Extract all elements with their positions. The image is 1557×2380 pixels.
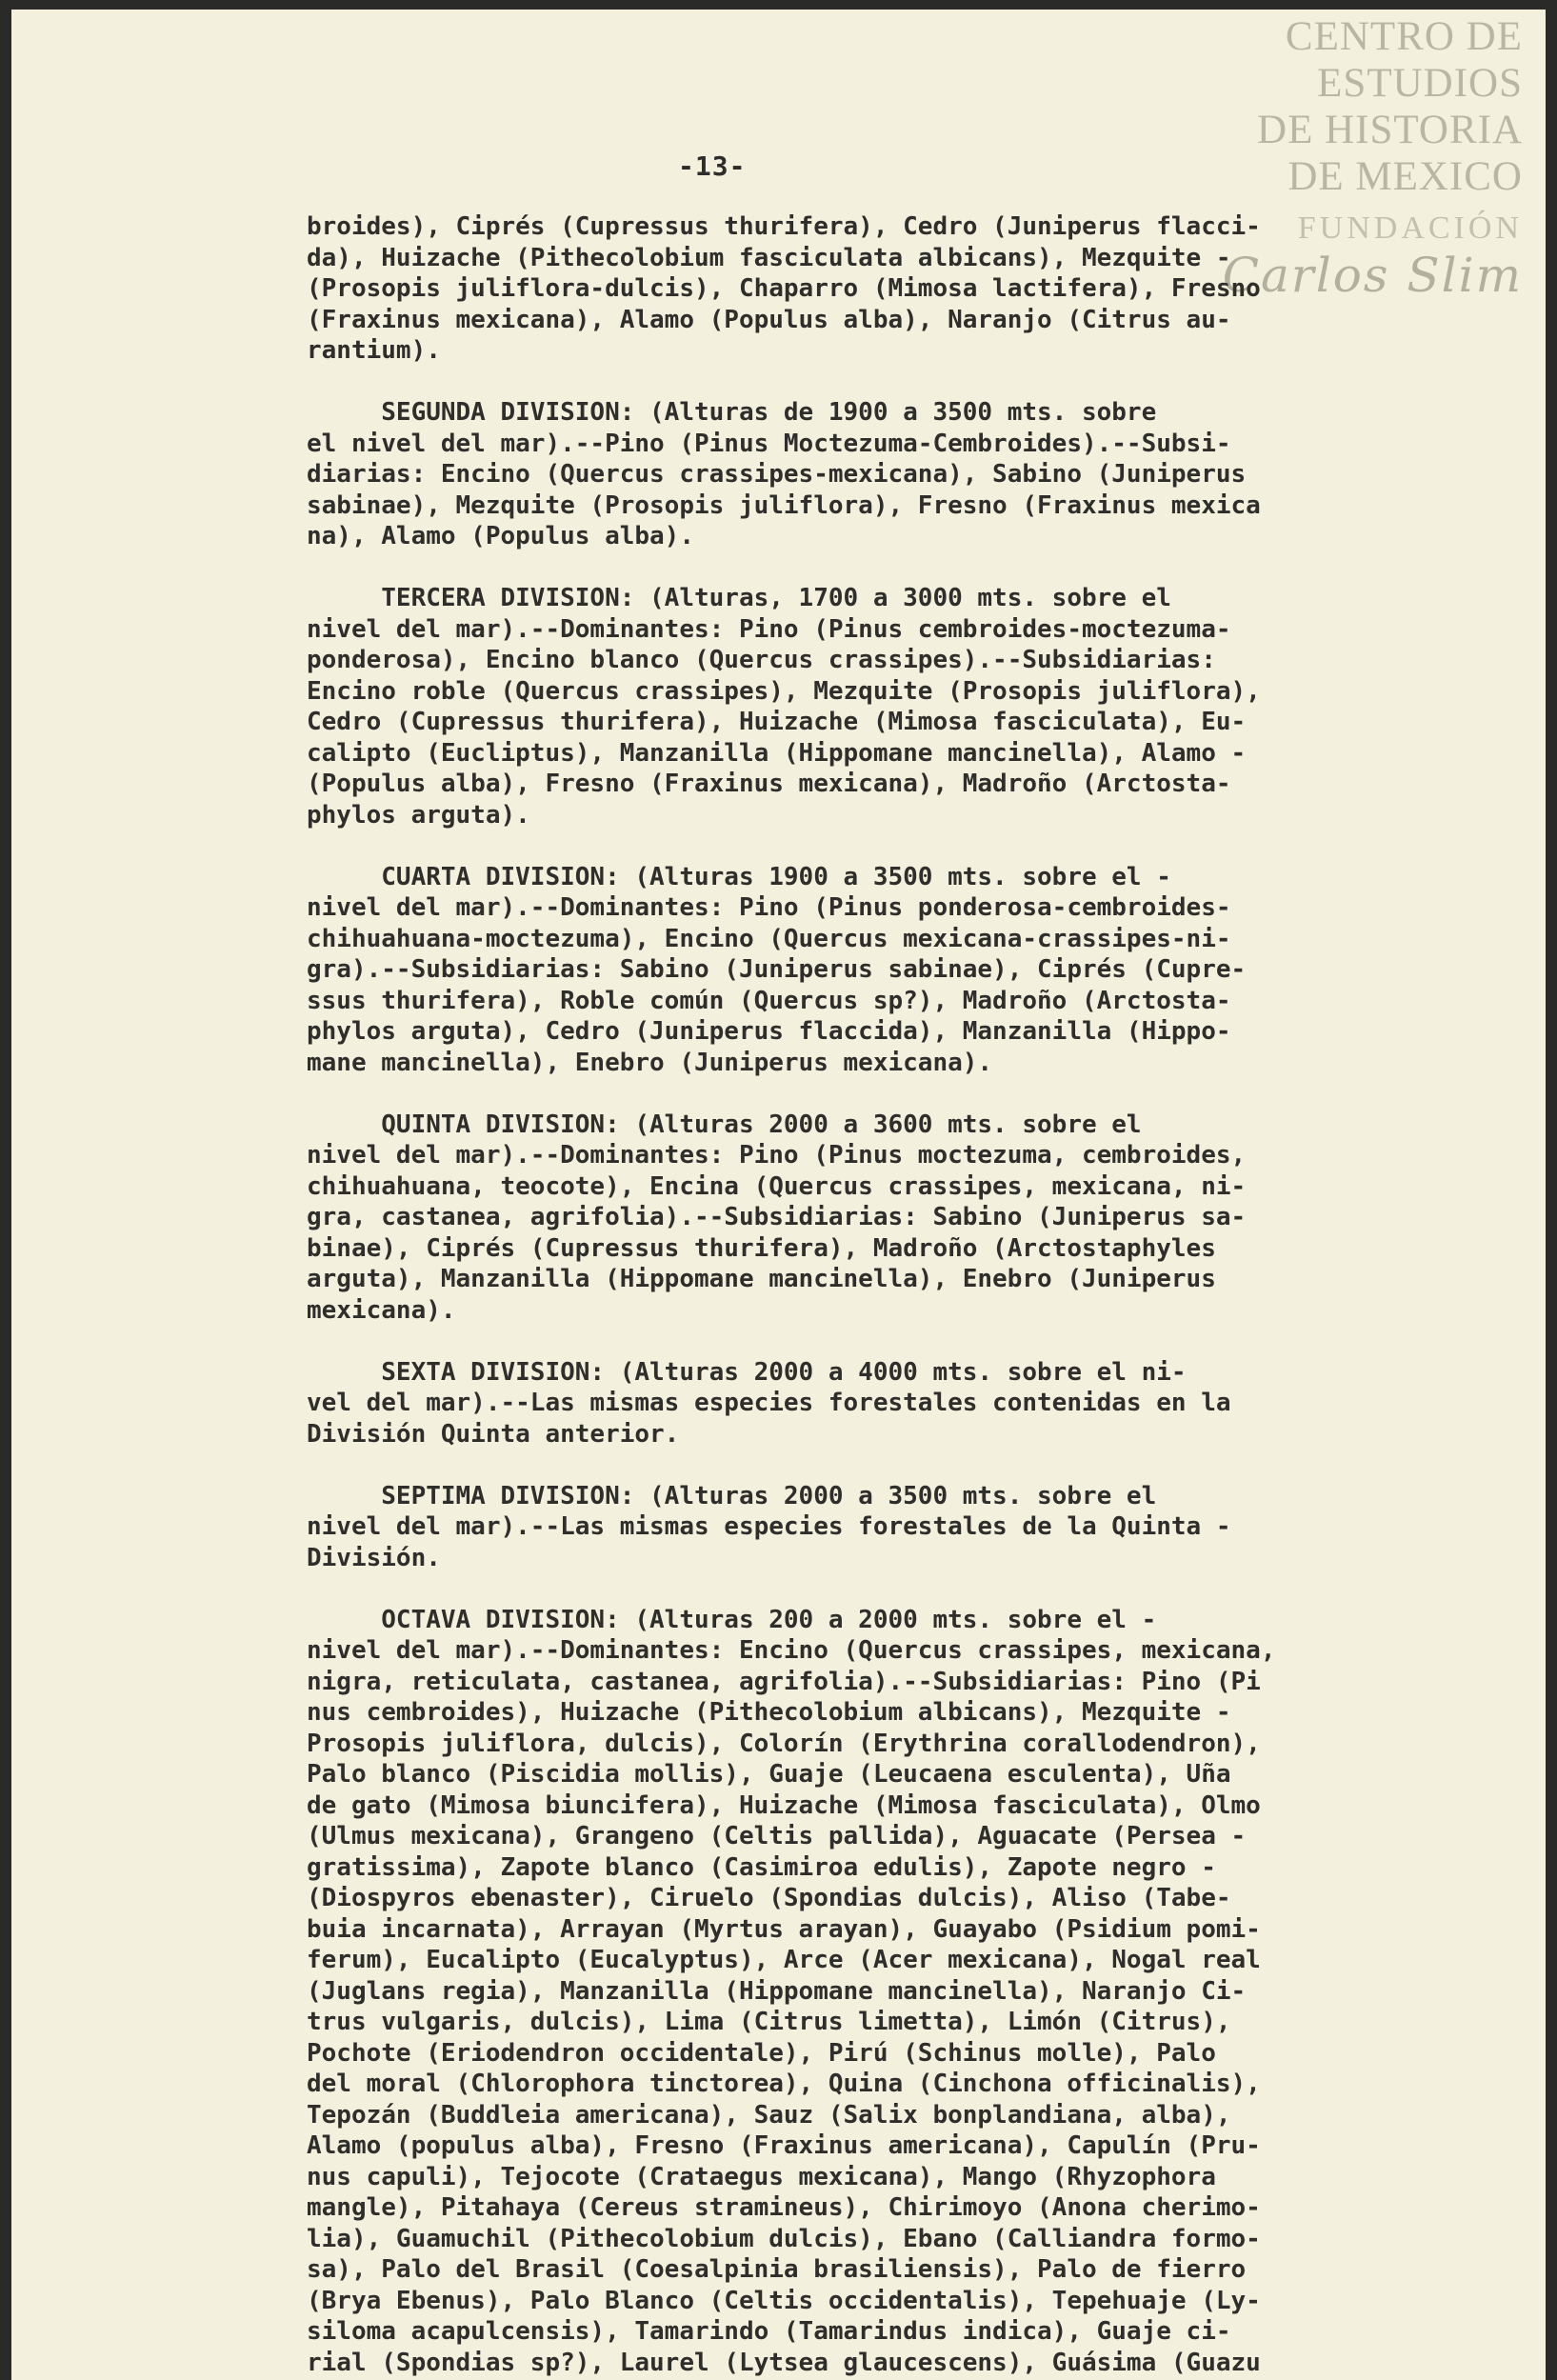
text-line: mangle), Pitahaya (Cereus stramineus), Chirimoyo (Anona cherimo- <box>307 2193 1261 2222</box>
text-line: el nivel del mar).--Pino (Pinus Moctezuma-Cembroides).--Subsi- <box>307 429 1231 458</box>
text-line: binae), Ciprés (Cupressus thurifera), Madroño (Arctostaphyles <box>307 1233 1216 1263</box>
text-line: Pochote (Eriodendron occidentale), Pirú (Schinus molle), Palo <box>307 2038 1216 2068</box>
document-body <box>307 211 1507 2378</box>
text-line: chihuahuana, teocote), Encina (Quercus crassipes, mexicana, ni- <box>307 1171 1247 1201</box>
text-line: División Quinta anterior. <box>307 1419 680 1449</box>
text-line: sabinae), Mezquite (Prosopis juliflora), Fresno (Fraxinus mexica <box>307 490 1261 520</box>
text-line: diarias: Encino (Quercus crassipes-mexicana), Sabino (Juniperus <box>307 460 1247 489</box>
text-line: nivel del mar).--Dominantes: Encino (Quercus crassipes, mexicana, <box>307 1636 1276 1665</box>
text-line: TERCERA DIVISION: (Alturas, 1700 a 3000 mts. sobre el <box>307 584 1171 612</box>
text-line: (Prosopis juliflora-dulcis), Chaparro (Mimosa lactifera), Fresno <box>307 274 1261 303</box>
text-line: arguta), Manzanilla (Hippomane mancinella), Enebro (Juniperus <box>307 1265 1216 1293</box>
text-line: rial (Spondias sp?), Laurel (Lytsea glaucescens), Guásima (Guazu <box>307 2348 1261 2377</box>
text-line: (Ulmus mexicana), Grangeno (Celtis pallida), Aguacate (Persea - <box>307 1822 1247 1850</box>
paragraph <box>307 1481 1507 1574</box>
text-line: na), Alamo (Populus alba). <box>307 522 694 550</box>
text-line: (Brya Ebenus), Palo Blanco (Celtis occidentalis), Tepehuaje (Ly- <box>307 2286 1261 2315</box>
text-line: Palo blanco (Piscidia mollis), Guaje (Leucaena esculenta), Uña <box>307 1760 1231 1789</box>
text-line: sa), Palo del Brasil (Coesalpinia brasiliensis), Palo de fierro <box>307 2255 1247 2284</box>
text-line: Tepozán (Buddleia americana), Sauz (Salix bonplandiana, alba), <box>307 2100 1231 2130</box>
text-line: mane mancinella), Enebro (Juniperus mexicana). <box>307 1048 993 1077</box>
text-line: ssus thurifera), Roble común (Quercus sp?), Madroño (Arctosta- <box>307 986 1231 1015</box>
text-line: rantium). <box>307 336 441 365</box>
text-line: SEXTA DIVISION: (Alturas 2000 a 4000 mts. sobre el ni- <box>307 1357 1187 1387</box>
paragraph <box>307 583 1507 830</box>
text-line: trus vulgaris, dulcis), Lima (Citrus limetta), Limón (Citrus), <box>307 2008 1231 2036</box>
text-line: nivel del mar).--Dominantes: Pino (Pinus ponderosa-cembroides- <box>307 893 1231 922</box>
paragraph <box>307 1110 1507 1327</box>
text-line: mexicana). <box>307 1295 456 1325</box>
text-line: chihuahuana-moctezuma), Encino (Quercus mexicana-crassipes-ni- <box>307 924 1231 953</box>
paragraph <box>307 862 1507 1079</box>
text-line: da), Huizache (Pithecolobium fasciculata albicans), Mezquite - <box>307 243 1231 272</box>
text-line: nus cembroides), Huizache (Pithecolobium albicans), Mezquite - <box>307 1698 1231 1727</box>
text-line: OCTAVA DIVISION: (Alturas 200 a 2000 mts. sobre el - <box>307 1605 1157 1634</box>
text-line: gratissima), Zapote blanco (Casimiroa edulis), Zapote negro - <box>307 1852 1216 1882</box>
text-line: División. <box>307 1543 441 1572</box>
text-line: calipto (Eucliptus), Manzanilla (Hippomane mancinella), Alamo - <box>307 738 1247 768</box>
text-line: del moral (Chlorophora tinctorea), Quina (Cinchona officinalis), <box>307 2070 1261 2098</box>
text-line: (Populus alba), Fresno (Fraxinus mexicana), Madroño (Arctosta- <box>307 770 1231 798</box>
text-line: (Fraxinus mexicana), Alamo (Populus alba), Naranjo (Citrus au- <box>307 305 1231 334</box>
watermark-signature: Carlos Slim <box>1222 248 1523 303</box>
text-line: gra).--Subsidiarias: Sabino (Juniperus sabinae), Ciprés (Cupre- <box>307 955 1247 984</box>
text-line: (Diospyros ebenaster), Ciruelo (Spondias dulcis), Aliso (Tabe- <box>307 1884 1231 1912</box>
text-line: lia), Guamuchil (Pithecolobium dulcis), Ebano (Calliandra formo- <box>307 2224 1261 2253</box>
text-line: Prosopis juliflora, dulcis), Colorín (Erythrina corallodendron), <box>307 1729 1261 1758</box>
document-page <box>11 10 1546 2380</box>
paragraph <box>307 211 1507 367</box>
text-line: ferum), Eucalipto (Eucalyptus), Arce (Acer mexicana), Nogal real <box>307 1946 1261 1974</box>
watermark-fundacion: FUNDACIÓN <box>1297 210 1523 246</box>
text-line: Encino roble (Quercus crassipes), Mezquite (Prosopis juliflora), <box>307 676 1261 706</box>
text-line: (Juglans regia), Manzanilla (Hippomane mancinella), Naranjo Ci- <box>307 1976 1247 2006</box>
text-line: vel del mar).--Las mismas especies forestales contenidas en la <box>307 1389 1231 1417</box>
text-line: nivel del mar).--Dominantes: Pino (Pinus moctezuma, cembroides, <box>307 1141 1247 1170</box>
text-line: Alamo (populus alba), Fresno (Fraxinus americana), Capulín (Pru- <box>307 2131 1261 2160</box>
text-line: phylos arguta). <box>307 800 530 830</box>
text-line: CUARTA DIVISION: (Alturas 1900 a 3500 mts. sobre el - <box>307 862 1171 891</box>
text-line: siloma acapulcensis), Tamarindo (Tamarindus indica), Guaje ci- <box>307 2317 1231 2346</box>
text-line: nivel del mar).--Dominantes: Pino (Pinus cembroides-moctezuma- <box>307 614 1231 644</box>
text-line: SEGUNDA DIVISION: (Alturas de 1900 a 3500 mts. sobre <box>307 398 1157 427</box>
watermark-line: DE MEXICO <box>1288 154 1523 199</box>
text-line: nus capuli), Tejocote (Crataegus mexicana), Mango (Rhyzophora <box>307 2162 1216 2191</box>
paragraph <box>307 1357 1507 1450</box>
text-line: nigra, reticulata, castanea, agrifolia).--Subsidiarias: Pino (Pi <box>307 1667 1261 1696</box>
text-line: de gato (Mimosa biuncifera), Huizache (Mimosa fasciculata), Olmo <box>307 1790 1261 1820</box>
text-line: gra, castanea, agrifolia).--Subsidiarias: Sabino (Juniperus sa- <box>307 1203 1247 1231</box>
page-number: -13- <box>678 150 747 182</box>
text-line: SEPTIMA DIVISION: (Alturas 2000 a 3500 mts. sobre el <box>307 1481 1157 1510</box>
paragraph <box>307 397 1507 552</box>
text-line: phylos arguta), Cedro (Juniperus flaccida), Manzanilla (Hippo- <box>307 1017 1231 1046</box>
text-line: buia incarnata), Arrayan (Myrtus arayan), Guayabo (Psidium pomi- <box>307 1914 1261 1944</box>
watermark-line: DE HISTORIA <box>1257 108 1523 152</box>
watermark-line: ESTUDIOS <box>1317 61 1523 106</box>
text-line: nivel del mar).--Las mismas especies forestales de la Quinta - <box>307 1512 1231 1541</box>
watermark-line: CENTRO DE <box>1285 14 1523 59</box>
text-line: ponderosa), Encino blanco (Quercus crassipes).--Subsidiarias: <box>307 646 1216 674</box>
paragraph <box>307 1605 1507 2379</box>
text-line: QUINTA DIVISION: (Alturas 2000 a 3600 mts. sobre el <box>307 1110 1142 1139</box>
text-line: broides), Ciprés (Cupressus thurifera), Cedro (Juniperus flacci- <box>307 212 1261 241</box>
text-line: Cedro (Cupressus thurifera), Huizache (Mimosa fasciculata), Eu- <box>307 708 1247 736</box>
